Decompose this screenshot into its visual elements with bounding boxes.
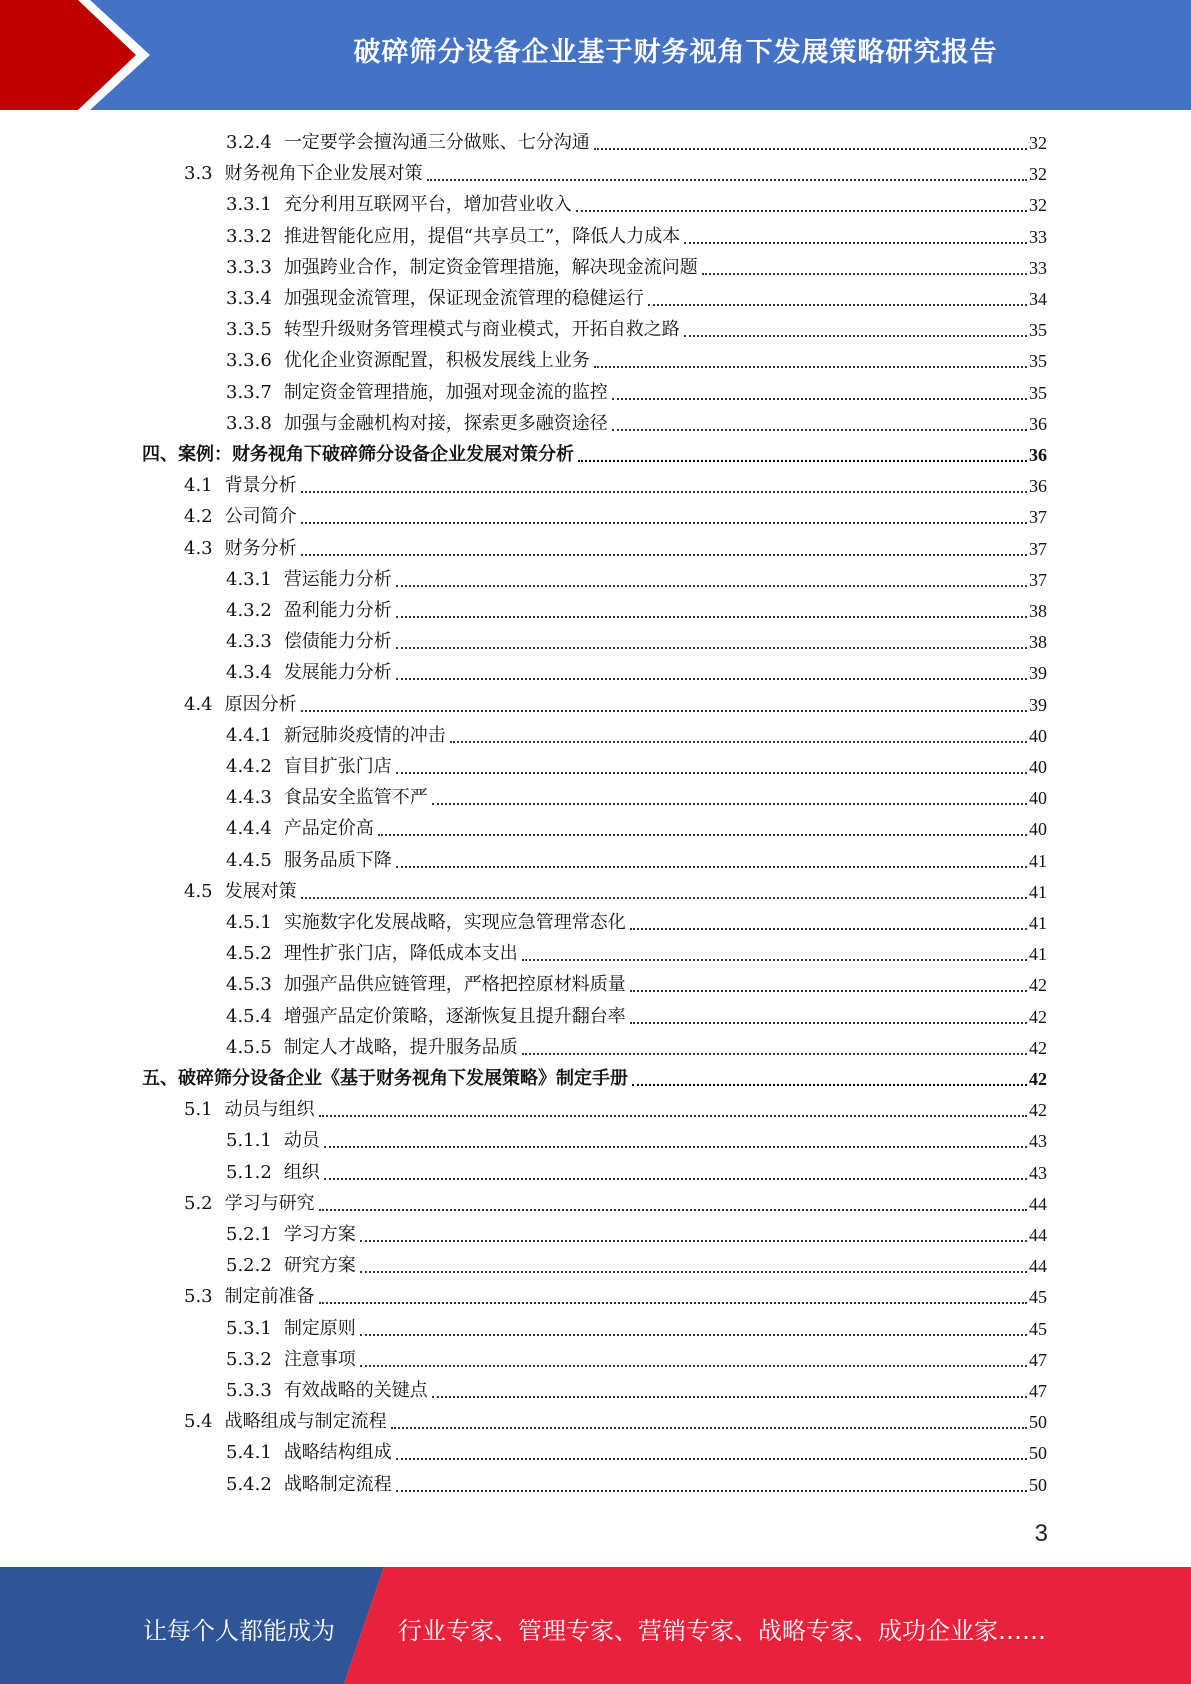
toc-dot-leader bbox=[319, 1302, 1027, 1304]
toc-entry-page: 41 bbox=[1029, 850, 1047, 871]
toc-entry-number: 5.2.1 bbox=[226, 1224, 272, 1245]
toc-entry-page: 41 bbox=[1029, 913, 1047, 933]
toc-entry[interactable] bbox=[226, 1437, 1047, 1465]
toc-entry-page: 39 bbox=[1029, 694, 1047, 715]
toc-entry-page: 37 bbox=[1029, 538, 1047, 559]
toc-entry[interactable] bbox=[142, 1063, 1047, 1091]
toc-entry-page: 40 bbox=[1029, 788, 1047, 809]
toc-entry[interactable] bbox=[184, 501, 1047, 529]
toc-entry-title: 推进智能化应用，提倡“共享员工”，降低人力成本 bbox=[283, 225, 681, 247]
toc-entry-title: 加强现金流管理，保证现金流管理的稳健运行 bbox=[283, 288, 644, 309]
toc-entry[interactable] bbox=[226, 345, 1047, 373]
toc-entry-title: 动员与组织 bbox=[224, 1099, 315, 1121]
toc-entry-number: 5.4 bbox=[184, 1411, 213, 1433]
toc-entry-title: 盲目扩张门店 bbox=[283, 756, 392, 777]
toc-entry[interactable] bbox=[226, 720, 1047, 748]
toc-entry-number: 5.3 bbox=[184, 1286, 213, 1308]
toc-entry-number: 4.5.4 bbox=[226, 1005, 272, 1027]
toc-entry-number: 5.4.2 bbox=[226, 1473, 272, 1495]
toc-dot-leader bbox=[360, 1334, 1027, 1336]
document-title: 破碎筛分设备企业基于财务视角下发展策略研究报告 bbox=[353, 37, 998, 68]
toc-dot-leader bbox=[432, 803, 1027, 805]
toc-dot-leader bbox=[360, 1240, 1027, 1242]
toc-entry-number: 5.1.1 bbox=[226, 1130, 272, 1152]
toc-entry-title: 理性扩张门店，降低成本支出 bbox=[283, 943, 518, 965]
toc-entry[interactable] bbox=[226, 813, 1047, 841]
toc-entry-title: 偿债能力分析 bbox=[283, 631, 392, 653]
toc-entry-page: 40 bbox=[1029, 725, 1047, 746]
toc-entry[interactable] bbox=[226, 907, 1047, 935]
toc-entry-page: 35 bbox=[1029, 351, 1047, 372]
toc-entry-number: 3.3.5 bbox=[226, 319, 272, 341]
toc-entry-title: 研究方案 bbox=[283, 1255, 356, 1277]
toc-dot-leader bbox=[396, 1458, 1027, 1460]
toc-dot-leader bbox=[396, 647, 1027, 649]
toc-entry-number: 3.3.4 bbox=[226, 288, 272, 309]
toc-entry-title: 制定原则 bbox=[283, 1317, 356, 1339]
toc-entry-page: 50 bbox=[1029, 1412, 1047, 1433]
toc-entry[interactable] bbox=[184, 1188, 1047, 1216]
toc-dot-leader bbox=[702, 273, 1027, 275]
toc-entry[interactable] bbox=[184, 1094, 1047, 1122]
toc-entry[interactable] bbox=[226, 782, 1047, 810]
toc-dot-leader bbox=[648, 304, 1027, 306]
toc-entry[interactable] bbox=[226, 1125, 1047, 1153]
toc-entry-number: 4.5.3 bbox=[226, 974, 272, 996]
toc-entry-number: 4.5 bbox=[184, 880, 213, 902]
toc-dot-leader bbox=[594, 148, 1027, 150]
toc-entry-page: 32 bbox=[1029, 133, 1047, 153]
toc-entry[interactable] bbox=[226, 377, 1047, 405]
toc-entry-page: 45 bbox=[1029, 1287, 1047, 1308]
toc-entry[interactable] bbox=[226, 1375, 1047, 1403]
toc-dot-leader bbox=[522, 1053, 1027, 1055]
toc-dot-leader bbox=[427, 179, 1027, 181]
toc-entry[interactable] bbox=[226, 1469, 1047, 1497]
toc-entry[interactable] bbox=[226, 1219, 1047, 1247]
toc-entry-number: 4.5.2 bbox=[226, 943, 272, 965]
toc-entry-page: 43 bbox=[1029, 1162, 1047, 1183]
toc-entry[interactable] bbox=[226, 1157, 1047, 1185]
toc-entry-title: 增强产品定价策略，逐渐恢复且提升翻台率 bbox=[283, 1005, 626, 1027]
toc-dot-leader bbox=[630, 1022, 1027, 1024]
toc-dot-leader bbox=[319, 1115, 1027, 1117]
toc-entry-number: 3.3.6 bbox=[226, 350, 272, 372]
toc-entry-number: 4.4.4 bbox=[226, 818, 272, 840]
toc-entry-page: 35 bbox=[1029, 382, 1047, 403]
toc-entry-number: 3.3.1 bbox=[226, 194, 272, 216]
toc-dot-leader bbox=[396, 866, 1027, 868]
toc-entry-number: 3.3.2 bbox=[226, 225, 272, 247]
page-number: 3 bbox=[1034, 1520, 1048, 1547]
toc-dot-leader bbox=[632, 1084, 1027, 1086]
toc-entry-page: 37 bbox=[1029, 507, 1047, 528]
toc-dot-leader bbox=[396, 772, 1027, 774]
toc-entry-title: 破碎筛分设备企业《基于财务视角下发展策略》制定手册 bbox=[178, 1068, 628, 1089]
toc-entry-title: 服务品质下降 bbox=[283, 849, 392, 871]
toc-entry-page: 44 bbox=[1029, 1193, 1047, 1214]
toc-entry[interactable] bbox=[226, 751, 1047, 779]
toc-entry-number: 4.2 bbox=[184, 506, 213, 528]
toc-entry-number: 4.1 bbox=[184, 475, 213, 497]
toc-entry-page: 40 bbox=[1029, 819, 1047, 840]
toc-entry-page: 50 bbox=[1029, 1474, 1047, 1495]
toc-entry-title: 原因分析 bbox=[224, 693, 297, 715]
toc-entry-page: 37 bbox=[1029, 569, 1047, 590]
toc-entry-number: 5.1.2 bbox=[226, 1161, 272, 1183]
toc-entry-page: 33 bbox=[1029, 257, 1047, 278]
toc-entry-title: 学习与研究 bbox=[224, 1192, 315, 1214]
toc-entry-title: 注意事项 bbox=[283, 1348, 356, 1370]
chevron-red-fill bbox=[0, 0, 136, 110]
toc-entry-page: 45 bbox=[1029, 1318, 1047, 1339]
toc-dot-leader bbox=[684, 335, 1027, 337]
toc-entry-number: 3.3.3 bbox=[226, 256, 272, 278]
toc-entry-title: 转型升级财务管理模式与商业模式，开拓自救之路 bbox=[283, 319, 680, 341]
toc-entry-title: 发展能力分析 bbox=[283, 662, 392, 684]
toc-entry-page: 47 bbox=[1029, 1349, 1047, 1370]
toc-dot-leader bbox=[360, 1365, 1027, 1367]
toc-entry-title: 战略结构组成 bbox=[283, 1442, 392, 1464]
toc-dot-leader bbox=[432, 1396, 1027, 1398]
toc-entry-page: 39 bbox=[1029, 663, 1047, 684]
toc-dot-leader bbox=[378, 834, 1027, 836]
toc-entry-title: 发展对策 bbox=[224, 880, 297, 902]
toc-entry-title: 优化企业资源配置，积极发展线上业务 bbox=[283, 350, 590, 372]
toc-entry-title: 动员 bbox=[283, 1130, 320, 1152]
toc-entry[interactable] bbox=[226, 221, 1047, 249]
toc-entry-number: 5.4.1 bbox=[226, 1442, 272, 1464]
toc-entry-page: 34 bbox=[1029, 289, 1047, 309]
toc-entry-page: 42 bbox=[1029, 1037, 1047, 1058]
toc-dot-leader bbox=[396, 616, 1027, 618]
toc-entry[interactable] bbox=[226, 1001, 1047, 1029]
toc-entry-title: 加强产品供应链管理，严格把控原材料质量 bbox=[283, 974, 626, 996]
toc-entry-title: 制定前准备 bbox=[224, 1286, 315, 1308]
toc-entry-page: 36 bbox=[1029, 445, 1047, 465]
toc-entry-title: 学习方案 bbox=[283, 1224, 356, 1245]
toc-entry[interactable] bbox=[184, 689, 1047, 717]
footer-slogan-right: 行业专家、管理专家、营销专家、战略专家、成功企业家…… bbox=[398, 1617, 1046, 1645]
toc-dot-leader bbox=[612, 398, 1027, 400]
toc-entry-page: 36 bbox=[1029, 476, 1047, 497]
toc-entry-title: 盈利能力分析 bbox=[283, 600, 392, 621]
toc-entry[interactable] bbox=[226, 408, 1047, 436]
toc-entry[interactable] bbox=[226, 595, 1047, 623]
toc-entry-page: 50 bbox=[1029, 1443, 1047, 1464]
toc-entry[interactable] bbox=[226, 938, 1047, 966]
toc-entry-title: 战略制定流程 bbox=[283, 1473, 392, 1495]
toc-entry-number: 4.3.3 bbox=[226, 631, 272, 653]
toc-entry-title: 加强与金融机构对接，探索更多融资途径 bbox=[283, 412, 608, 434]
toc-entry-number: 5.1 bbox=[184, 1099, 213, 1121]
toc-dot-leader bbox=[301, 554, 1027, 556]
toc-entry-number: 5.3.2 bbox=[226, 1348, 272, 1370]
toc-dot-leader bbox=[324, 1178, 1027, 1180]
toc-entry[interactable] bbox=[226, 1313, 1047, 1341]
toc-entry-page: 47 bbox=[1029, 1381, 1047, 1401]
toc-dot-leader bbox=[301, 897, 1027, 899]
toc-entry-title: 组织 bbox=[283, 1161, 320, 1183]
toc-entry-page: 40 bbox=[1029, 757, 1047, 777]
toc-entry[interactable] bbox=[226, 564, 1047, 592]
toc-entry-title: 实施数字化发展战略，实现应急管理常态化 bbox=[283, 912, 626, 933]
toc-entry[interactable] bbox=[184, 1281, 1047, 1309]
toc-entry[interactable] bbox=[184, 470, 1047, 498]
toc-dot-leader bbox=[450, 741, 1027, 743]
toc-entry-number: 4.4.2 bbox=[226, 756, 272, 777]
toc-dot-leader bbox=[630, 928, 1027, 930]
toc-entry-page: 42 bbox=[1029, 1100, 1047, 1121]
toc-dot-leader bbox=[360, 1271, 1027, 1273]
toc-entry-page: 33 bbox=[1029, 226, 1047, 247]
toc-entry[interactable] bbox=[226, 845, 1047, 873]
toc-dot-leader bbox=[301, 522, 1027, 524]
toc-entry-title: 一定要学会擅沟通三分做账、七分沟通 bbox=[283, 132, 590, 153]
toc-entry-title: 加强跨业合作，制定资金管理措施，解决现金流问题 bbox=[283, 256, 698, 278]
toc-entry-title: 财务视角下企业发展对策 bbox=[224, 163, 423, 185]
toc-dot-leader bbox=[612, 429, 1027, 431]
toc-entry-number: 3.2.4 bbox=[226, 132, 272, 153]
toc-entry-page: 38 bbox=[1029, 601, 1047, 621]
toc-entry-title: 公司简介 bbox=[224, 506, 297, 528]
toc-entry[interactable] bbox=[226, 626, 1047, 654]
toc-dot-leader bbox=[522, 959, 1027, 961]
toc-entry[interactable] bbox=[184, 533, 1047, 561]
toc-dot-leader bbox=[578, 460, 1027, 462]
toc-entry[interactable] bbox=[184, 158, 1047, 186]
toc-entry-number: 5.2.2 bbox=[226, 1255, 272, 1277]
toc-dot-leader bbox=[576, 210, 1027, 212]
toc-entry-number: 5.3.3 bbox=[226, 1380, 272, 1401]
toc-entry[interactable] bbox=[184, 876, 1047, 904]
toc-entry-title: 制定人才战略，提升服务品质 bbox=[283, 1036, 518, 1058]
toc-entry[interactable] bbox=[226, 1250, 1047, 1278]
toc-entry-number: 5.3.1 bbox=[226, 1317, 272, 1339]
toc-entry[interactable] bbox=[226, 657, 1047, 685]
footer-slogan-left: 让每个人都能成为 bbox=[143, 1617, 335, 1645]
toc-entry-page: 44 bbox=[1029, 1225, 1047, 1245]
toc-entry-number: 5.2 bbox=[184, 1192, 213, 1214]
toc-dot-leader bbox=[630, 990, 1027, 992]
toc-entry-number: 4.4 bbox=[184, 693, 213, 715]
toc-entry-number: 4.4.3 bbox=[226, 787, 272, 809]
toc-entry[interactable] bbox=[226, 127, 1047, 155]
toc-entry[interactable] bbox=[226, 1032, 1047, 1060]
toc-dot-leader bbox=[396, 678, 1027, 680]
toc-entry-page: 32 bbox=[1029, 195, 1047, 216]
toc-entry-title: 食品安全监管不严 bbox=[283, 787, 428, 809]
toc-entry-title: 战略组成与制定流程 bbox=[224, 1411, 387, 1433]
page-header bbox=[0, 0, 1191, 110]
toc-entry-number: 4.3 bbox=[184, 537, 213, 559]
toc-entry-title: 财务分析 bbox=[224, 537, 297, 559]
toc-entry[interactable] bbox=[226, 969, 1047, 997]
toc-dot-leader bbox=[319, 1209, 1027, 1211]
toc-entry-title: 充分利用互联网平台，增加营业收入 bbox=[283, 194, 572, 216]
toc-entry[interactable] bbox=[184, 1406, 1047, 1434]
toc-entry[interactable] bbox=[226, 189, 1047, 217]
toc-dot-leader bbox=[301, 491, 1027, 493]
toc-entry-page: 32 bbox=[1029, 164, 1047, 185]
red-chevron-decoration bbox=[0, 0, 190, 110]
toc-entry-number: 3.3 bbox=[184, 163, 213, 185]
toc-entry-number: 4.5.5 bbox=[226, 1036, 272, 1058]
toc-entry-page: 42 bbox=[1029, 1069, 1047, 1089]
toc-dot-leader bbox=[396, 1490, 1027, 1492]
toc-entry-page: 43 bbox=[1029, 1131, 1047, 1152]
toc-entry-page: 44 bbox=[1029, 1256, 1047, 1277]
toc-entry-page: 41 bbox=[1029, 881, 1047, 902]
toc-entry[interactable] bbox=[226, 1344, 1047, 1372]
toc-entry-page: 36 bbox=[1029, 413, 1047, 434]
toc-entry-number: 3.3.7 bbox=[226, 381, 272, 403]
toc-entry-number: 4.4.5 bbox=[226, 849, 272, 871]
toc-dot-leader bbox=[301, 710, 1027, 712]
page-footer bbox=[0, 1567, 1191, 1684]
toc-entry-title: 营运能力分析 bbox=[283, 568, 392, 590]
toc-entry-number: 4.3.4 bbox=[226, 662, 272, 684]
toc-entry-page: 38 bbox=[1029, 632, 1047, 653]
toc-dot-leader bbox=[396, 585, 1027, 587]
toc-dot-leader bbox=[684, 242, 1027, 244]
toc-entry[interactable] bbox=[226, 314, 1047, 342]
toc-entry-page: 35 bbox=[1029, 320, 1047, 341]
toc-entry-number: 四、 bbox=[142, 444, 178, 465]
toc-entry[interactable] bbox=[226, 283, 1047, 311]
toc-entry-title: 背景分析 bbox=[224, 475, 297, 497]
toc-entry-title: 制定资金管理措施，加强对现金流的监控 bbox=[283, 381, 608, 403]
toc-entry[interactable] bbox=[226, 252, 1047, 280]
toc-dot-leader bbox=[391, 1427, 1027, 1429]
toc-entry-title: 案例：财务视角下破碎筛分设备企业发展对策分析 bbox=[178, 444, 574, 465]
toc-entry-page: 42 bbox=[1029, 975, 1047, 996]
toc-entry-title: 新冠肺炎疫情的冲击 bbox=[283, 724, 446, 746]
toc-entry-number: 4.5.1 bbox=[226, 912, 272, 933]
toc-dot-leader bbox=[594, 366, 1027, 368]
toc-entry-number: 3.3.8 bbox=[226, 412, 272, 434]
toc-entry-title: 产品定价高 bbox=[283, 818, 374, 840]
toc-dot-leader bbox=[324, 1146, 1027, 1148]
toc-entry-number: 4.4.1 bbox=[226, 724, 272, 746]
toc-entry-page: 42 bbox=[1029, 1006, 1047, 1027]
toc-entry-number: 五、 bbox=[142, 1068, 178, 1089]
toc-entry-number: 4.3.2 bbox=[226, 600, 272, 621]
toc-entry[interactable] bbox=[142, 439, 1047, 467]
toc-entry-page: 41 bbox=[1029, 944, 1047, 965]
toc-entry-number: 4.3.1 bbox=[226, 568, 272, 590]
toc-entry-title: 有效战略的关键点 bbox=[283, 1380, 428, 1401]
